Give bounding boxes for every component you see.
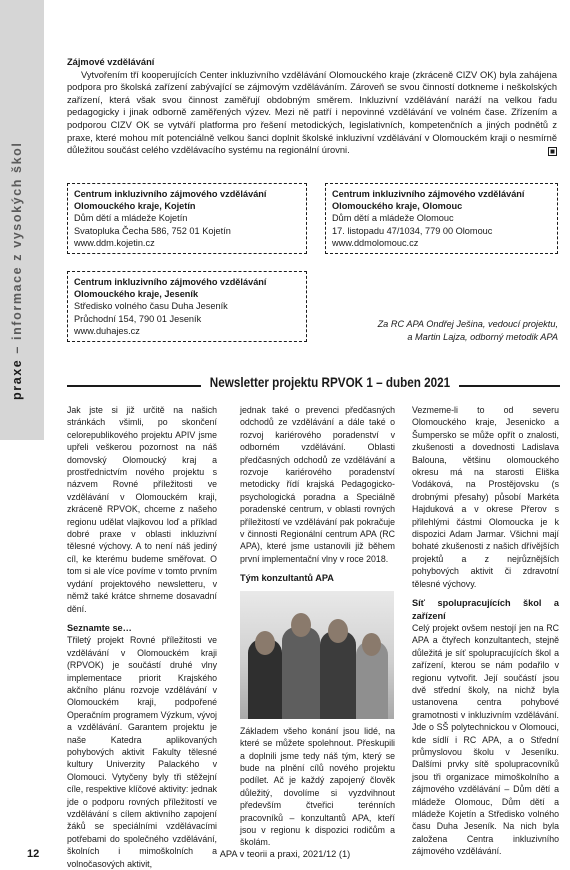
center-box-kojetin: Centrum inkluzivního zájmového vzdělávání Olomouckého kraje, Kojetín Dům dětí a mládeže Kojetín Svatopluka Čecha 586, 752 01 Kojetín www.ddm.kojetin.cz [67, 183, 307, 254]
intro-heading: Zájmové vzdělávání [67, 57, 155, 67]
center-box-olomouc: Centrum inkluzivního zájmového vzdělávání Olomouckého kraje, Olomouc Dům dětí a mládeže Olomouc 17. listopadu 47/1034, 779 00 Olomouc www.ddmolomouc.cz [325, 183, 558, 254]
section-heading: Tým konzultantů APA [240, 573, 334, 584]
sidebar-band [0, 0, 44, 440]
intro-body: Vytvořením tří kooperujících Center inkluzivního vzdělávání Olomouckého kraje (zkráceně CIZV OK) byla zahájena podpora pro školská zařízení zabývající se zájmovým vzděláváním. Zároveň se svou činností dotkneme i neškolských zařízení, která však svou činnost zaměřují obdobným směrem. Inkluzivní vzdělávání naráží na velkou řadu pedagogicky i jinak odborně zaměřených výzev. Mezi ně patří i nepovinné vzdělávání ve volném čase. Zřízením a podporou CIZV OK se vytváří platforma pro řešení metodických, legislativních, kompetenčních a jiných podnětů z praxe, které mohou mít potenciálně velkou šanci doplnit školské inkluzivní vzdělávání v Olomouckém kraji o nesmírně důležitou součást celého vzdělávacího systému na regionální úrovni. [67, 69, 557, 156]
team-photo [240, 591, 394, 719]
center-box-jesenik: Centrum inkluzivního zájmového vzdělávání Olomouckého kraje, Jeseník Středisko volného času Duha Jeseník Průchodní 154, 790 01 Jeseník www.duhajes.cz [67, 271, 307, 342]
person-figure [282, 627, 320, 719]
person-head [362, 633, 381, 656]
person-head [291, 613, 311, 637]
section-heading: Seznamte se… [67, 622, 132, 633]
person-head [328, 619, 348, 643]
section-heading: Síť spolupracujících škol a zařízení [412, 598, 559, 621]
column-1: Jak jste si již určitě na našich stránkách všimli, po skončení celorepublikového projektu APIV jsme upřeli veškerou pozornost na náš domovský Olomoucký kraj a prostřednictvím nového projektu s názvem Rovné příležitosti ve vzdělávání v Olomouckém kraji, zkráceně RPVOK, chceme z našeho regionu udělat vlajkovou loď a příklad dobré praxe v oblasti inkluzivní tělesné výchovy. A to není náš jediný cíl, ke kterému budeme směřovat. O tom si ale více povíme v tomto prvním vydání projektového newsletteru, v němž také krátce shrneme dosavadní dění. Seznamte se… Třiletý projekt Rovné příležitosti ve vzdělávání v Olomouckém kraji (RPVOK) je součástí druhé vlny implementace priorit Krajského akčního plánu rozvoje vzdělávání v Olomouckém kraji, podpořené Operačním programem Výzkum, vývoj a vzdělávání. Garantem projektu je naše Katedra aplikovaných pohybových aktivit Fakulty tělesné kultury Univerzity Palackého v Olomouci. Vytyčeny byly tři stěžejní cíle, respektive klíčové aktivity: jednak jde o podporu rovných příležitostí ve vzdělávání s cílem aktivního zapojení žáků se speciálními vzdělávacími potřebami do společného vzdělávání, školních i mimoškolních a volnočasových aktivit, [67, 405, 217, 869]
column-3: Vezmeme-li to od severu Olomouckého kraje, Jesenicko a Šumpersko se může opřít o znalosti, zkušenosti a dovednosti Ladislava Balouna, většinu olomouckého okresu má na starosti Eliška Vodáková, na Prostějovsku (s drobnými přesahy) působí Markéta Hajduková a v okrese Přerov s přilehlými částmi Olomoucka je k dispozici Adam Jarmar. Všichni mají bohaté zkušenosti z našich dřívějších projektů a z nejrůznějších pohybových aktivit či zdravotní tělesné výchovy. Síť spolupracujících škol a zařízení Celý projekt ovšem nestojí jen na RC APA a čtyřech konzultantech, stejně důležitá je síť spolupracujících škol a zařízení, kterou se nám podařilo v regionu vytvořit. Její součástí jsou dvě střední školy, na nichž byla ustanovena centra pohybové gramotnosti v inkluzivním vzdělávání. Jde o SŠ polytechnickou v Olomouci, kde sídlí i RC APA, a o Střední průmyslovou školu v Jeseníku. Dalšími prvky sítě spolupracovníků jsou tři organizace mimoškolního a zájmového vzdělávání – Dům dětí a mládeže Olomouc, Dům dětí a mládeže Kojetín a Středisko volného času Duha Jeseník. Na nich byla založena Centra inkluzivního zájmového vzdělávání. [412, 405, 559, 857]
end-mark-icon [548, 147, 557, 156]
column-2: jednak také o prevenci předčasných odchodů ze vzdělávání a dále také o rozvoj kariérového poradenství v odborném vzdělávání. Oblasti předčasných odchodů ze vzdělávání a rozvoje kariérového poradenství metodicky řídí krajská Pedagogicko-psychologická poradna a Speciálně poradenské centrum, v oblasti rovných příležitostí ve vzdělávání pak pokračuje v činnosti Regionální centrum APA (RC APA), které jsme ustanovili již během první implementační vlny v roce 2018. Tým konzultantů APA Základem všeho konání jsou lidé, na které se můžete spolehnout. Přeskupili a doplnili jsme tedy náš tým, který se bude na plnění cílů nového projektu podílet. Ač je každý zapojený člověk důležitý, dovolíme si vyzdvihnout především čtveřici terénních pracovníků – konzultantů APA, kteří jsou v regionu k dispozici rodičům a školám. [240, 405, 395, 848]
person-figure [320, 631, 356, 719]
person-head [255, 631, 275, 655]
journal-footer: APA v teorii a praxi, 2021/12 (1) [219, 849, 351, 859]
page-number: 12 [27, 848, 40, 860]
section-label: praxe – informace z vysokých škol [10, 141, 24, 400]
author-credit: Za RC APA Ondřej Ješina, vedoucí projektu, a Martin Lajza, odborný metodik APA [377, 319, 558, 342]
intro-section [67, 56, 557, 157]
article-title: Newsletter projektu RPVOK 1 – duben 2021 [201, 375, 459, 390]
